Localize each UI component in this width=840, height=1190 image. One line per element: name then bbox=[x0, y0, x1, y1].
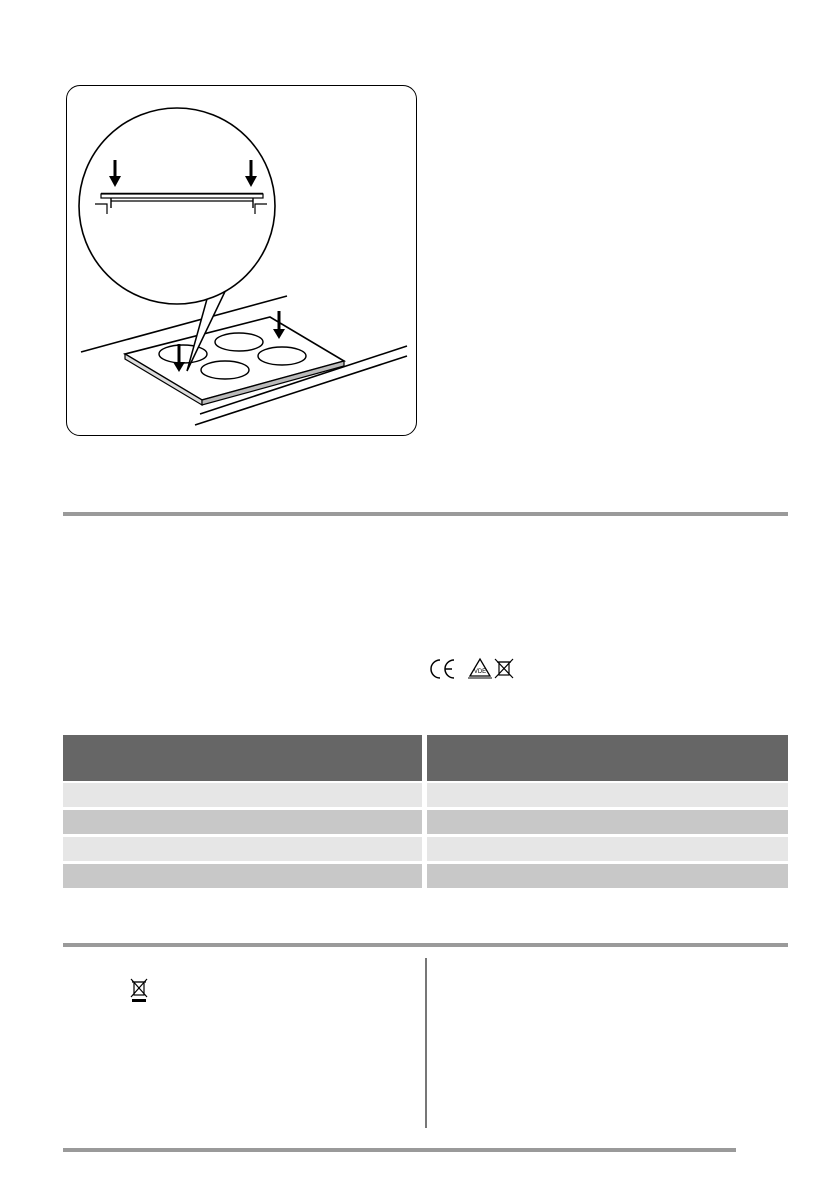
magnifier-callout bbox=[79, 108, 275, 304]
hob-installation-diagram bbox=[67, 86, 415, 434]
table-row bbox=[63, 864, 422, 888]
magnified-glass bbox=[101, 194, 263, 198]
table-header-cell bbox=[427, 735, 788, 781]
table-header-cell bbox=[63, 735, 422, 781]
vde-mark-icon bbox=[468, 659, 492, 678]
table-row bbox=[427, 864, 788, 888]
ce-mark-icon bbox=[431, 660, 454, 678]
page-bottom-rule bbox=[63, 1148, 736, 1152]
column-divider bbox=[425, 958, 427, 1128]
table-row bbox=[427, 783, 788, 807]
table-row bbox=[427, 837, 788, 861]
installation-illustration-frame bbox=[66, 85, 417, 436]
weee-bin-icon bbox=[130, 977, 148, 1003]
section-rule-technical-data bbox=[63, 512, 788, 516]
table-row bbox=[63, 810, 422, 834]
table-row bbox=[427, 810, 788, 834]
section-rule-environment bbox=[63, 943, 788, 947]
svg-text:VDE: VDE bbox=[473, 669, 487, 675]
table-row bbox=[63, 783, 422, 807]
weee-bin-icon bbox=[495, 659, 513, 678]
table-row bbox=[63, 837, 422, 861]
certification-marks bbox=[428, 656, 518, 682]
